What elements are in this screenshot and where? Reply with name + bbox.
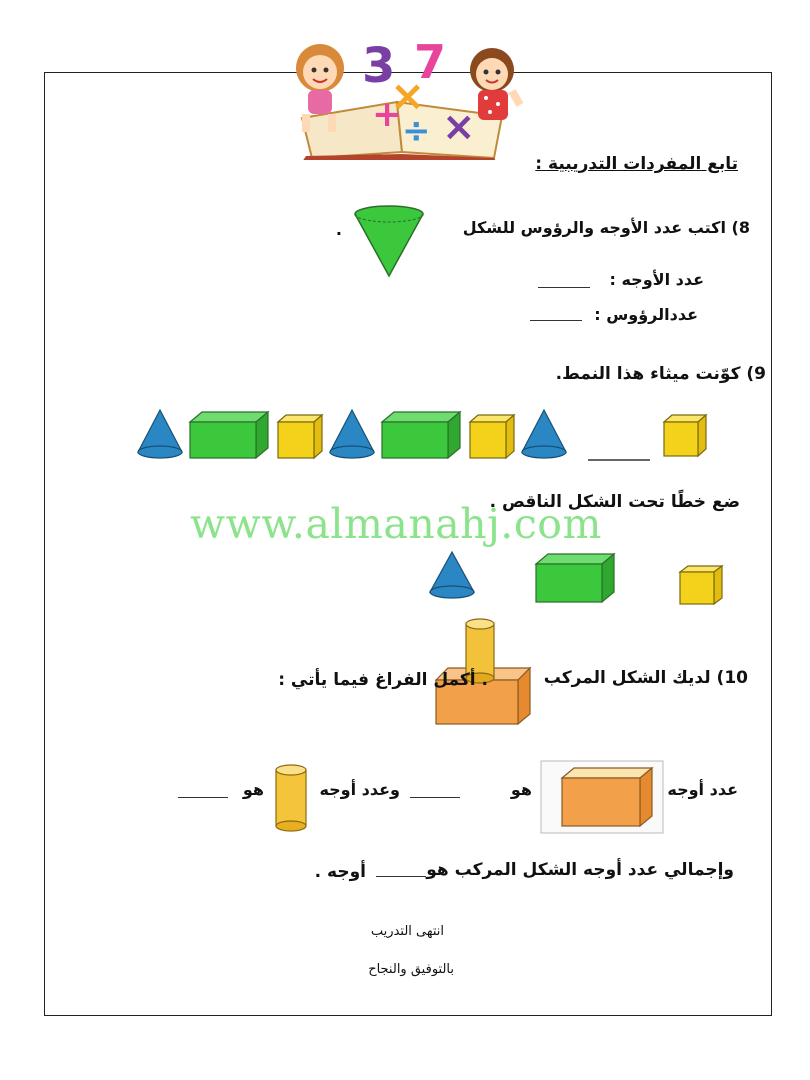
q10-prompt: 10) لديك الشكل المركب (543, 668, 748, 688)
footer-wish: بالتوفيق والنجاح (368, 962, 454, 977)
total-faces-blank[interactable] (376, 876, 426, 877)
svg-text:3: 3 (362, 38, 396, 94)
yellow-cube-icon (664, 415, 706, 456)
section-title: تابع المفردات التدريبية : (535, 154, 738, 174)
svg-text:×: × (442, 104, 476, 150)
q8-prompt: 8) اكتب عدد الأوجه والرؤوس للشكل (462, 218, 750, 237)
prism-faces-blank[interactable] (410, 797, 460, 798)
q9-instruction: ضع خطًا تحت الشكل الناقص . (489, 492, 740, 512)
blue-cone-icon (138, 410, 182, 458)
total-prefix: وإجمالي عدد أوجه الشكل المركب هو (426, 860, 734, 880)
vertices-answer-blank[interactable] (530, 320, 582, 321)
svg-text:÷: ÷ (402, 111, 431, 151)
and-faces-of-label: وعدد أوجه (319, 780, 400, 799)
q9-prompt: 9) كوّنت ميثاء هذا النمط. (555, 364, 766, 384)
cylinder-faces-blank[interactable] (178, 797, 228, 798)
footer-end: انتهى التدريب (370, 924, 444, 939)
faces-answer-blank[interactable] (538, 287, 590, 288)
faces-label: عدد الأوجه : (609, 270, 704, 289)
pattern-row (136, 402, 716, 466)
green-box-icon (190, 412, 268, 458)
q8-dot: . (335, 220, 342, 239)
green-box-icon (382, 412, 460, 458)
blue-cone-icon (330, 410, 374, 458)
is-label-2: هو (242, 780, 264, 799)
vertices-label: عددالرؤوس : (594, 305, 698, 324)
faces-of-label: عدد أوجه (667, 780, 738, 799)
header-illustration (262, 30, 542, 160)
svg-text:×: × (390, 71, 426, 120)
yellow-cube-icon (470, 415, 514, 458)
svg-text:+: + (372, 94, 403, 135)
choices-row (426, 546, 732, 608)
svg-text:7: 7 (414, 35, 447, 89)
q10-complete: . أكمل الفراغ فيما يأتي : (278, 670, 488, 690)
cone-icon (352, 204, 426, 280)
choice-blue-cone-icon (430, 552, 474, 598)
choice-yellow-cube-icon (680, 566, 722, 604)
watermark: www.almanahj.com (190, 500, 602, 548)
is-label-1: هو (510, 780, 532, 799)
yellow-cube-icon (278, 415, 322, 458)
blue-cone-icon (522, 410, 566, 458)
prism-icon (540, 760, 664, 834)
choice-green-box-icon (536, 554, 614, 602)
cylinder-icon (272, 762, 310, 832)
total-suffix: أوجه . (314, 862, 366, 882)
